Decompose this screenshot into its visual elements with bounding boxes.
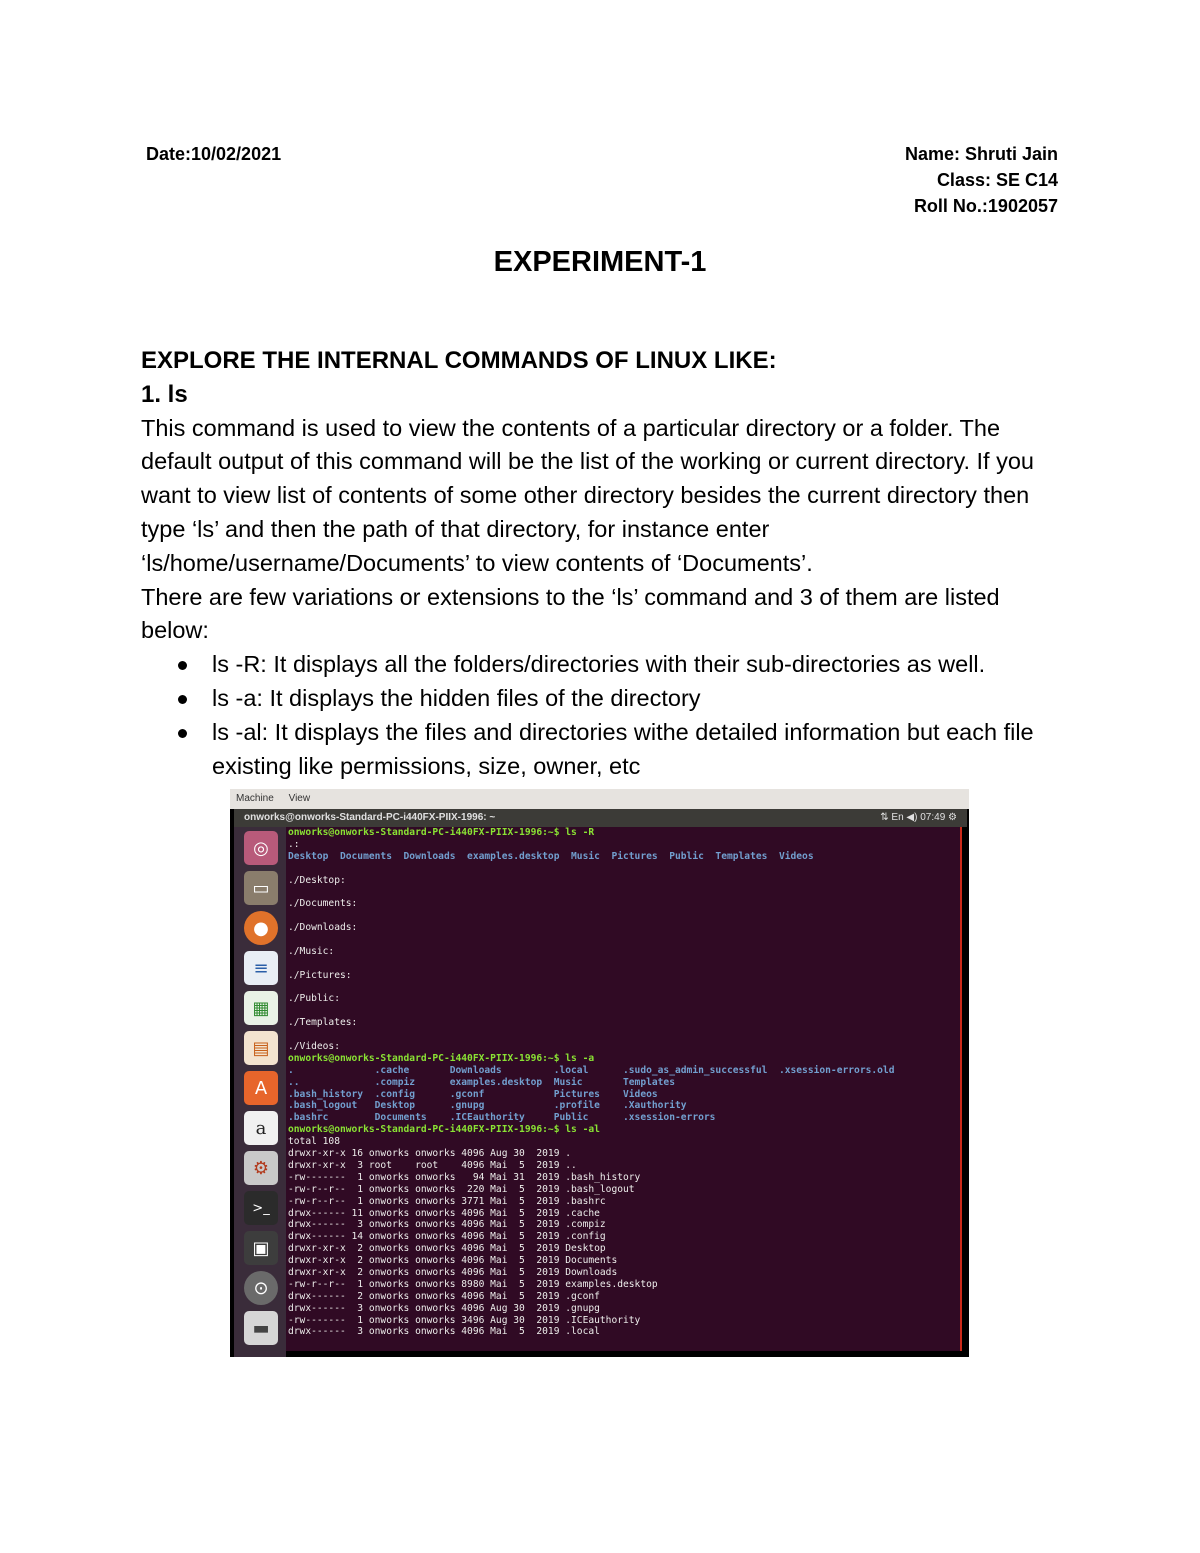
terminal-line: .: bbox=[288, 838, 300, 850]
section-heading: EXPLORE THE INTERNAL COMMANDS OF LINUX LIKE: bbox=[141, 347, 777, 374]
terminal-line: drwxr-xr-x 2 onworks onworks 4096 Mai 5 2019 Documents bbox=[288, 1255, 618, 1267]
terminal-line bbox=[288, 910, 962, 922]
terminal-line: ./Documents: bbox=[288, 898, 358, 910]
terminal-line: ./Downloads: bbox=[288, 922, 358, 934]
terminal-line bbox=[288, 1029, 962, 1041]
terminal-line: drwx------ 14 onworks onworks 4096 Mai 5 2019 .config bbox=[288, 1231, 606, 1243]
ubuntu-dash-icon[interactable]: ◎ bbox=[244, 831, 278, 865]
terminal-line bbox=[288, 958, 962, 970]
terminal-line bbox=[288, 886, 962, 898]
window-title: onworks@onworks-Standard-PC-i440FX-PIIX-1996: ~ bbox=[244, 812, 496, 823]
unity-launcher bbox=[234, 827, 286, 1357]
software-center-icon[interactable]: A bbox=[244, 1071, 278, 1105]
impress-icon[interactable]: ▤ bbox=[244, 1031, 278, 1065]
firefox-icon[interactable]: ● bbox=[244, 911, 278, 945]
terminal-line: . .cache Downloads .local .sudo_as_admin_successful .xsession-errors.old bbox=[288, 1064, 895, 1076]
updater-icon[interactable]: ⊙ bbox=[244, 1271, 278, 1305]
list-item: ls -al: It displays the files and directories withe detailed information but each file existing like permissions, size, owner, etc bbox=[212, 716, 1071, 784]
terminal-line: drwx------ 2 onworks onworks 4096 Mai 5 2019 .gconf bbox=[288, 1290, 600, 1302]
amazon-icon[interactable]: a bbox=[244, 1111, 278, 1145]
terminal-line: .. .compiz examples.desktop Music Templates bbox=[288, 1076, 675, 1088]
terminal-line bbox=[288, 982, 962, 994]
files-icon[interactable]: ▭ bbox=[244, 871, 278, 905]
terminal-line: ./Pictures: bbox=[288, 969, 352, 981]
terminal-line: ./Public: bbox=[288, 993, 340, 1005]
experiment-title: EXPERIMENT-1 bbox=[493, 246, 707, 278]
terminal-icon[interactable]: >_ bbox=[244, 1191, 278, 1225]
terminal-line: -rw-r--r-- 1 onworks onworks 3771 Mai 5 2019 .bashrc bbox=[288, 1195, 606, 1207]
terminal-line: onworks@onworks-Standard-PC-i440FX-PIIX-1996:~$ ls -al bbox=[288, 1124, 600, 1136]
terminal-line: -rw------- 1 onworks onworks 3496 Aug 30 2019 .ICEauthority bbox=[288, 1314, 641, 1326]
terminal-line: drwx------ 11 onworks onworks 4096 Mai 5 2019 .cache bbox=[288, 1207, 600, 1219]
student-class: Class: SE C14 bbox=[936, 170, 1058, 190]
terminal-line: drwx------ 3 onworks onworks 4096 Aug 30 2019 .gnupg bbox=[288, 1302, 600, 1314]
terminal-screenshot bbox=[230, 789, 969, 1357]
terminal-line: ./Templates: bbox=[288, 1017, 358, 1029]
terminal-line: onworks@onworks-Standard-PC-i440FX-PIIX-1996:~$ ls -a bbox=[288, 1052, 595, 1064]
terminal-line: .bash_logout Desktop .gnupg .profile .Xauthority bbox=[288, 1100, 687, 1112]
menu-view[interactable]: View bbox=[288, 793, 311, 804]
student-name: Name: Shruti Jain bbox=[904, 144, 1058, 164]
workspace-icon[interactable]: ▣ bbox=[244, 1231, 278, 1265]
terminal-line: Desktop Documents Downloads examples.desktop Music Pictures Public Templates Videos bbox=[288, 850, 814, 862]
paragraph-variations: There are few variations or extensions to the ‘ls’ command and 3 of them are listed below: bbox=[141, 583, 1000, 644]
terminal-line: ./Music: bbox=[288, 945, 335, 957]
terminal-line: drwxr-xr-x 3 root root 4096 Mai 5 2019 .. bbox=[288, 1159, 577, 1171]
trash-icon[interactable]: ▬ bbox=[244, 1311, 278, 1345]
terminal-line: ./Desktop: bbox=[288, 874, 346, 886]
variations-list bbox=[141, 648, 1071, 783]
terminal-line bbox=[288, 863, 962, 875]
menu-machine[interactable]: Machine bbox=[236, 793, 274, 804]
system-tray[interactable]: ⇅ En ◀) 07:49 ⚙ bbox=[880, 812, 957, 823]
terminal-line: ./Videos: bbox=[288, 1041, 340, 1053]
terminal-line: -rw-r--r-- 1 onworks onworks 8980 Mai 5 2019 examples.desktop bbox=[288, 1278, 658, 1290]
list-item: ls -a: It displays the hidden files of the directory bbox=[212, 682, 1071, 716]
desktop-topbar bbox=[234, 809, 967, 827]
terminal-line: onworks@onworks-Standard-PC-i440FX-PIIX-1996:~$ ls -R bbox=[288, 827, 595, 838]
command-subheading: 1. ls bbox=[141, 380, 188, 408]
terminal-line: -rw-r--r-- 1 onworks onworks 220 Mai 5 2019 .bash_logout bbox=[288, 1183, 635, 1195]
list-item: ls -R: It displays all the folders/directories with their sub-directories as well. bbox=[212, 648, 1071, 682]
terminal-line: -rw------- 1 onworks onworks 94 Mai 31 2019 .bash_history bbox=[288, 1171, 641, 1183]
terminal-line: drwxr-xr-x 16 onworks onworks 4096 Aug 30 2019 . bbox=[288, 1148, 572, 1160]
student-info bbox=[905, 141, 1058, 219]
paragraph-description: This command is used to view the contents of a particular directory or a folder. The default output of this command will be the list of the working or current directory. If you want to view list of contents of some other directory besides the current directory then type ‘ls’ and then the path of that directory, for instance enter ‘ls/home/username/Documents’ to view contents of ‘Documents’. bbox=[141, 414, 1034, 576]
terminal-line: total 108 bbox=[288, 1136, 340, 1148]
writer-icon[interactable]: ≡ bbox=[244, 951, 278, 985]
terminal-line bbox=[288, 934, 962, 946]
settings-icon[interactable]: ⚙ bbox=[244, 1151, 278, 1185]
calc-icon[interactable]: ▦ bbox=[244, 991, 278, 1025]
terminal-line: .bash_history .config .gconf Pictures Videos bbox=[288, 1088, 658, 1100]
terminal-line: .bashrc Documents .ICEauthority Public .xsession-errors bbox=[288, 1112, 716, 1124]
terminal-line bbox=[288, 1005, 962, 1017]
terminal-output[interactable] bbox=[286, 827, 962, 1351]
document-body bbox=[141, 344, 1071, 783]
terminal-line: drwxr-xr-x 2 onworks onworks 4096 Mai 5 2019 Downloads bbox=[288, 1266, 618, 1278]
date-label: Date:10/02/2021 bbox=[146, 144, 282, 164]
terminal-scroll-edge bbox=[960, 827, 962, 1351]
roll-number: Roll No.:1902057 bbox=[913, 196, 1058, 216]
terminal-line: drwx------ 3 onworks onworks 4096 Mai 5 2019 .local bbox=[288, 1326, 600, 1338]
terminal-line: drwxr-xr-x 2 onworks onworks 4096 Mai 5 2019 Desktop bbox=[288, 1243, 606, 1255]
vm-menubar bbox=[230, 789, 969, 809]
terminal-line: drwx------ 3 onworks onworks 4096 Mai 5 2019 .compiz bbox=[288, 1219, 606, 1231]
